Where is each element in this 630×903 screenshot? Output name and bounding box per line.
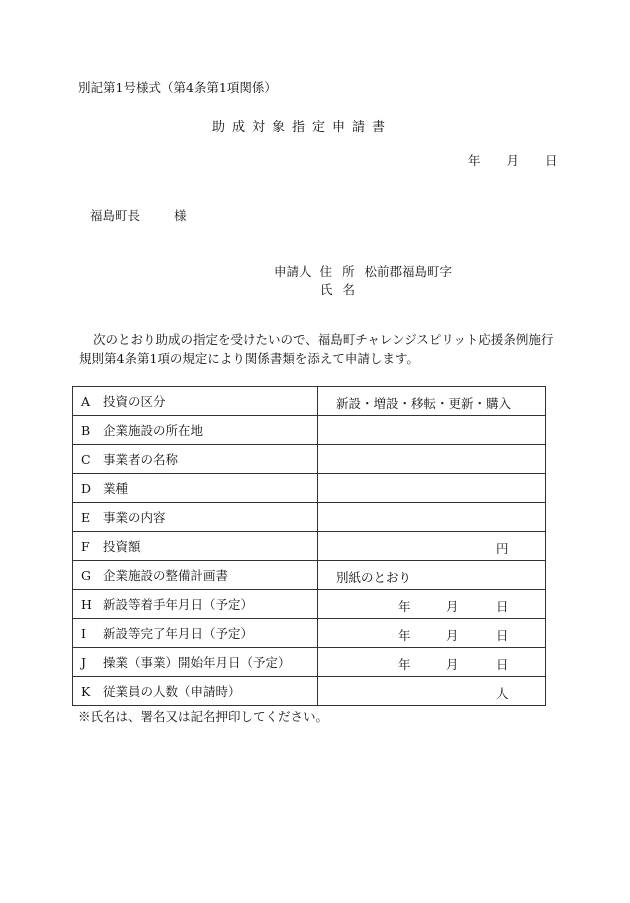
value-year-label: 年 <box>398 657 411 672</box>
address-value: 松前郡福島町字 <box>364 264 453 279</box>
row-value-cell[interactable] <box>318 445 546 474</box>
row-label-cell <box>73 474 318 503</box>
application-table <box>72 386 546 706</box>
row-label: 従業員の人数（申請時） <box>103 684 241 699</box>
table-row <box>73 416 546 445</box>
row-label-cell <box>73 619 318 648</box>
row-label-cell <box>73 387 318 416</box>
value-month-label: 月 <box>446 657 459 672</box>
row-value-cell[interactable] <box>318 677 546 706</box>
row-value-cell[interactable] <box>318 561 546 590</box>
value-day-label: 日 <box>496 628 509 643</box>
row-label-cell <box>73 590 318 619</box>
request-statement: 次のとおり助成の指定を受けたいので、福島町チャレンジスピリット応援条例施行規則第4条第1項の規定により関係書類を添えて申請します。 <box>79 332 554 366</box>
date-year-label: 年 <box>468 153 481 168</box>
row-letter: F <box>81 539 90 554</box>
table-row <box>73 648 546 677</box>
value-month-label: 月 <box>446 599 459 614</box>
address-label: 住所 <box>319 264 365 279</box>
date-day-label: 日 <box>545 153 558 168</box>
row-label: 企業施設の整備計画書 <box>103 568 229 583</box>
table-row <box>73 590 546 619</box>
date-line <box>468 151 558 169</box>
table-row <box>73 677 546 706</box>
applicant-role: 申請人 <box>274 264 312 279</box>
value-year-label: 年 <box>398 599 411 614</box>
row-letter: B <box>81 423 91 438</box>
row-label: 操業（事業）開始年月日（予定） <box>103 655 291 670</box>
row-label: 事業者の名称 <box>103 452 179 467</box>
row-label-cell <box>73 561 318 590</box>
table-row <box>73 445 546 474</box>
row-value-cell[interactable] <box>318 387 546 416</box>
row-label: 新設等完了年月日（予定） <box>103 626 254 641</box>
row-label: 新設等着手年月日（予定） <box>103 597 254 612</box>
signature-note: ※氏名は、署名又は記名押印してください。 <box>78 709 329 724</box>
row-letter: D <box>81 481 92 496</box>
row-value-cell[interactable] <box>318 590 546 619</box>
row-label-cell <box>73 677 318 706</box>
value-unit: 円 <box>496 541 509 556</box>
row-value: 別紙のとおり <box>336 570 412 585</box>
row-label: 業種 <box>103 481 129 496</box>
applicant-name-line <box>320 280 365 298</box>
row-letter: C <box>81 452 91 467</box>
row-letter: G <box>81 568 91 583</box>
row-value-cell[interactable] <box>318 648 546 677</box>
row-value: 新設・増設・移転・更新・購入 <box>336 396 512 411</box>
row-label: 企業施設の所在地 <box>103 423 204 438</box>
row-label-cell <box>73 503 318 532</box>
row-label: 投資額 <box>103 539 141 554</box>
name-label: 氏名 <box>320 282 366 297</box>
row-label-cell <box>73 445 318 474</box>
row-value-cell[interactable] <box>318 416 546 445</box>
row-letter: H <box>81 597 92 612</box>
row-letter: K <box>81 684 91 699</box>
row-letter: I <box>81 626 86 641</box>
form-number: 別記第1号様式（第4条第1項関係） <box>78 80 277 95</box>
row-value-cell[interactable] <box>318 619 546 648</box>
value-day-label: 日 <box>496 657 509 672</box>
date-month-label: 月 <box>506 153 520 168</box>
row-label: 投資の区分 <box>103 394 166 409</box>
value-month-label: 月 <box>446 628 459 643</box>
row-value-cell[interactable] <box>318 503 546 532</box>
row-label: 事業の内容 <box>103 510 166 525</box>
value-year-label: 年 <box>398 628 411 643</box>
row-letter: A <box>81 394 91 409</box>
row-label-cell <box>73 416 318 445</box>
value-unit: 人 <box>496 686 509 701</box>
value-day-label: 日 <box>496 599 509 614</box>
applicant-address-line <box>274 262 452 280</box>
row-letter: E <box>81 510 91 525</box>
document-title: 助成対象指定申請書 <box>212 120 393 135</box>
addressee-name: 福島町長 <box>90 208 141 223</box>
row-label-cell <box>73 648 318 677</box>
row-label-cell <box>73 532 318 561</box>
table-row <box>73 532 546 561</box>
table-row <box>73 619 546 648</box>
row-value-cell[interactable] <box>318 474 546 503</box>
addressee-honorific: 様 <box>174 208 187 223</box>
row-value-cell[interactable] <box>318 532 546 561</box>
addressee <box>90 206 187 224</box>
table-row <box>73 387 546 416</box>
table-row <box>73 503 546 532</box>
table-row <box>73 561 546 590</box>
row-letter: J <box>81 655 87 670</box>
table-row <box>73 474 546 503</box>
